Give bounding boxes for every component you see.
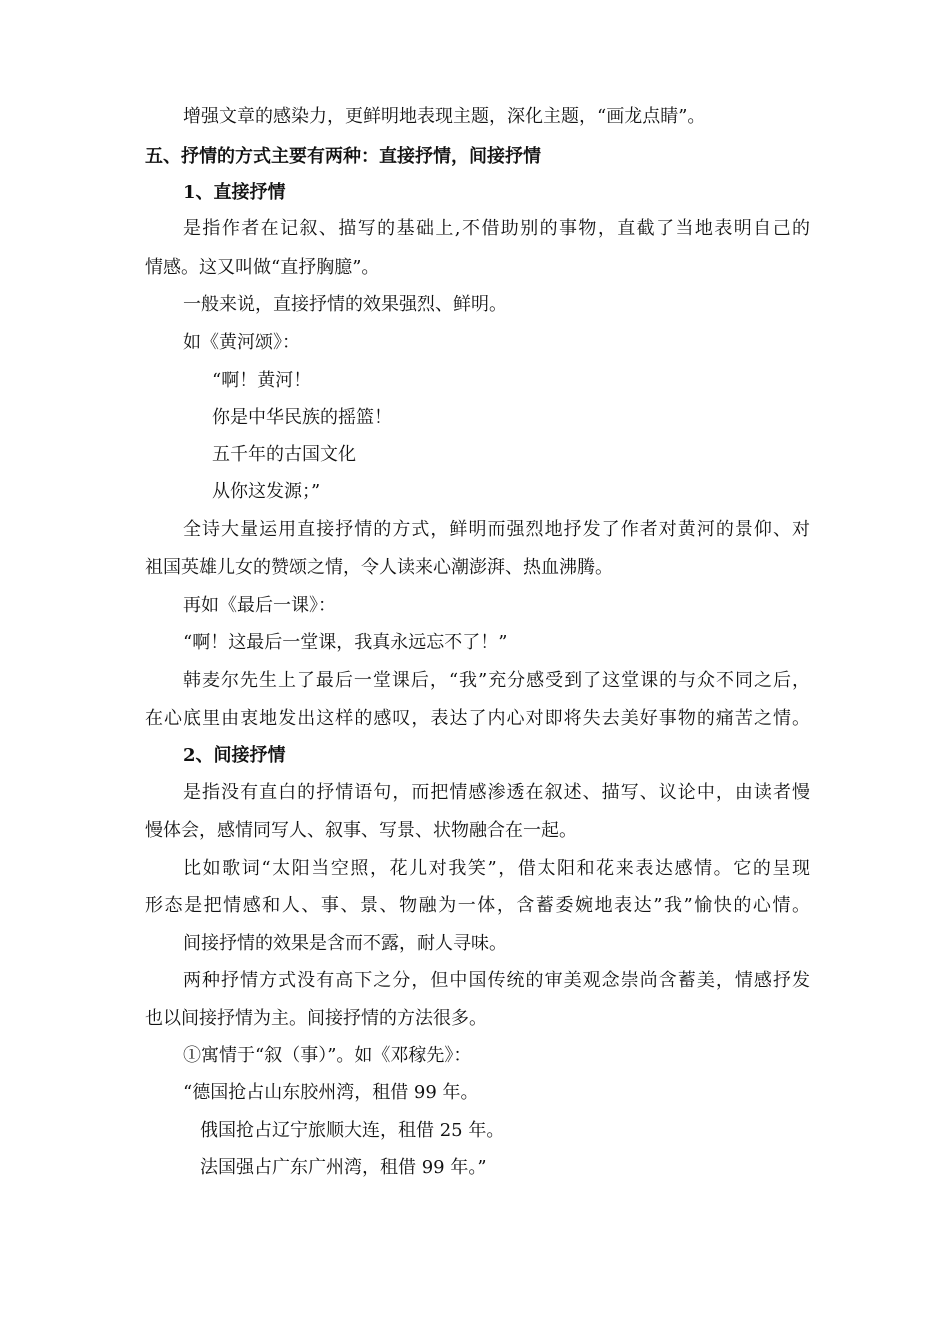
poem-line: “啊！黄河！ <box>212 370 312 391</box>
subsection-heading: 1、直接抒情 <box>183 182 286 203</box>
poem-line: 五千年的古国文化 <box>212 444 356 465</box>
paragraph-line: 情感。这又叫做“直抒胸臆”。 <box>145 257 380 278</box>
paragraph-line: 一般来说，直接抒情的效果强烈、鲜明。 <box>183 294 507 315</box>
paragraph-line: ①寓情于“叙（事）”。如《邓稼先》： <box>183 1045 472 1066</box>
paragraph-line: 如《黄河颂》： <box>183 332 300 353</box>
paragraph-line: 是指作者在记叙、描写的基础上,不借助别的事物，直截了当地表明自己的 <box>183 218 810 239</box>
paragraph-line: 比如歌词“太阳当空照，花儿对我笑”，借太阳和花来表达感情。它的呈现 <box>183 858 810 879</box>
paragraph-line: 间接抒情的效果是含而不露，耐人寻味。 <box>183 933 507 954</box>
section-heading: 五、抒情的方式主要有两种：直接抒情，间接抒情 <box>145 146 541 167</box>
paragraph-line: 是指没有直白的抒情语句，而把情感渗透在叙述、描写、议论中，由读者慢 <box>183 782 810 803</box>
paragraph-line: 增强文章的感染力，更鲜明地表现主题，深化主题，“画龙点睛”。 <box>183 106 706 127</box>
paragraph-line: 全诗大量运用直接抒情的方式，鲜明而强烈地抒发了作者对黄河的景仰、对 <box>183 519 810 540</box>
quote-line: 俄国抢占辽宁旅顺大连，租借 25 年。 <box>200 1120 505 1141</box>
quote-line: 法国强占广东广州湾，租借 99 年。” <box>200 1157 487 1178</box>
paragraph-line: 韩麦尔先生上了最后一堂课后，“我”充分感受到了这堂课的与众不同之后， <box>183 670 810 691</box>
poem-line: 你是中华民族的摇篮！ <box>212 407 392 428</box>
poem-line: 从你这发源；” <box>212 481 321 502</box>
paragraph-line: 祖国英雄儿女的赞颂之情，令人读来心潮澎湃、热血沸腾。 <box>145 557 613 578</box>
paragraph-line: 也以间接抒情为主。间接抒情的方法很多。 <box>145 1008 487 1029</box>
paragraph-line: 形态是把情感和人、事、景、物融为一体，含蓄委婉地表达”我”愉快的心情。 <box>145 895 810 916</box>
subsection-heading: 2、间接抒情 <box>183 745 286 766</box>
paragraph-line: 在心底里由衷地发出这样的感叹，表达了内心对即将失去美好事物的痛苦之情。 <box>145 708 810 729</box>
paragraph-line: 慢体会，感情同写人、叙事、写景、状物融合在一起。 <box>145 820 577 841</box>
quote-line: “啊！这最后一堂课，我真永远忘不了！” <box>183 632 508 653</box>
paragraph-line: 再如《最后一课》： <box>183 595 336 616</box>
paragraph-line: 两种抒情方式没有高下之分，但中国传统的审美观念崇尚含蓄美，情感抒发 <box>183 970 810 991</box>
quote-line: “德国抢占山东胶州湾，租借 99 年。 <box>183 1082 479 1103</box>
